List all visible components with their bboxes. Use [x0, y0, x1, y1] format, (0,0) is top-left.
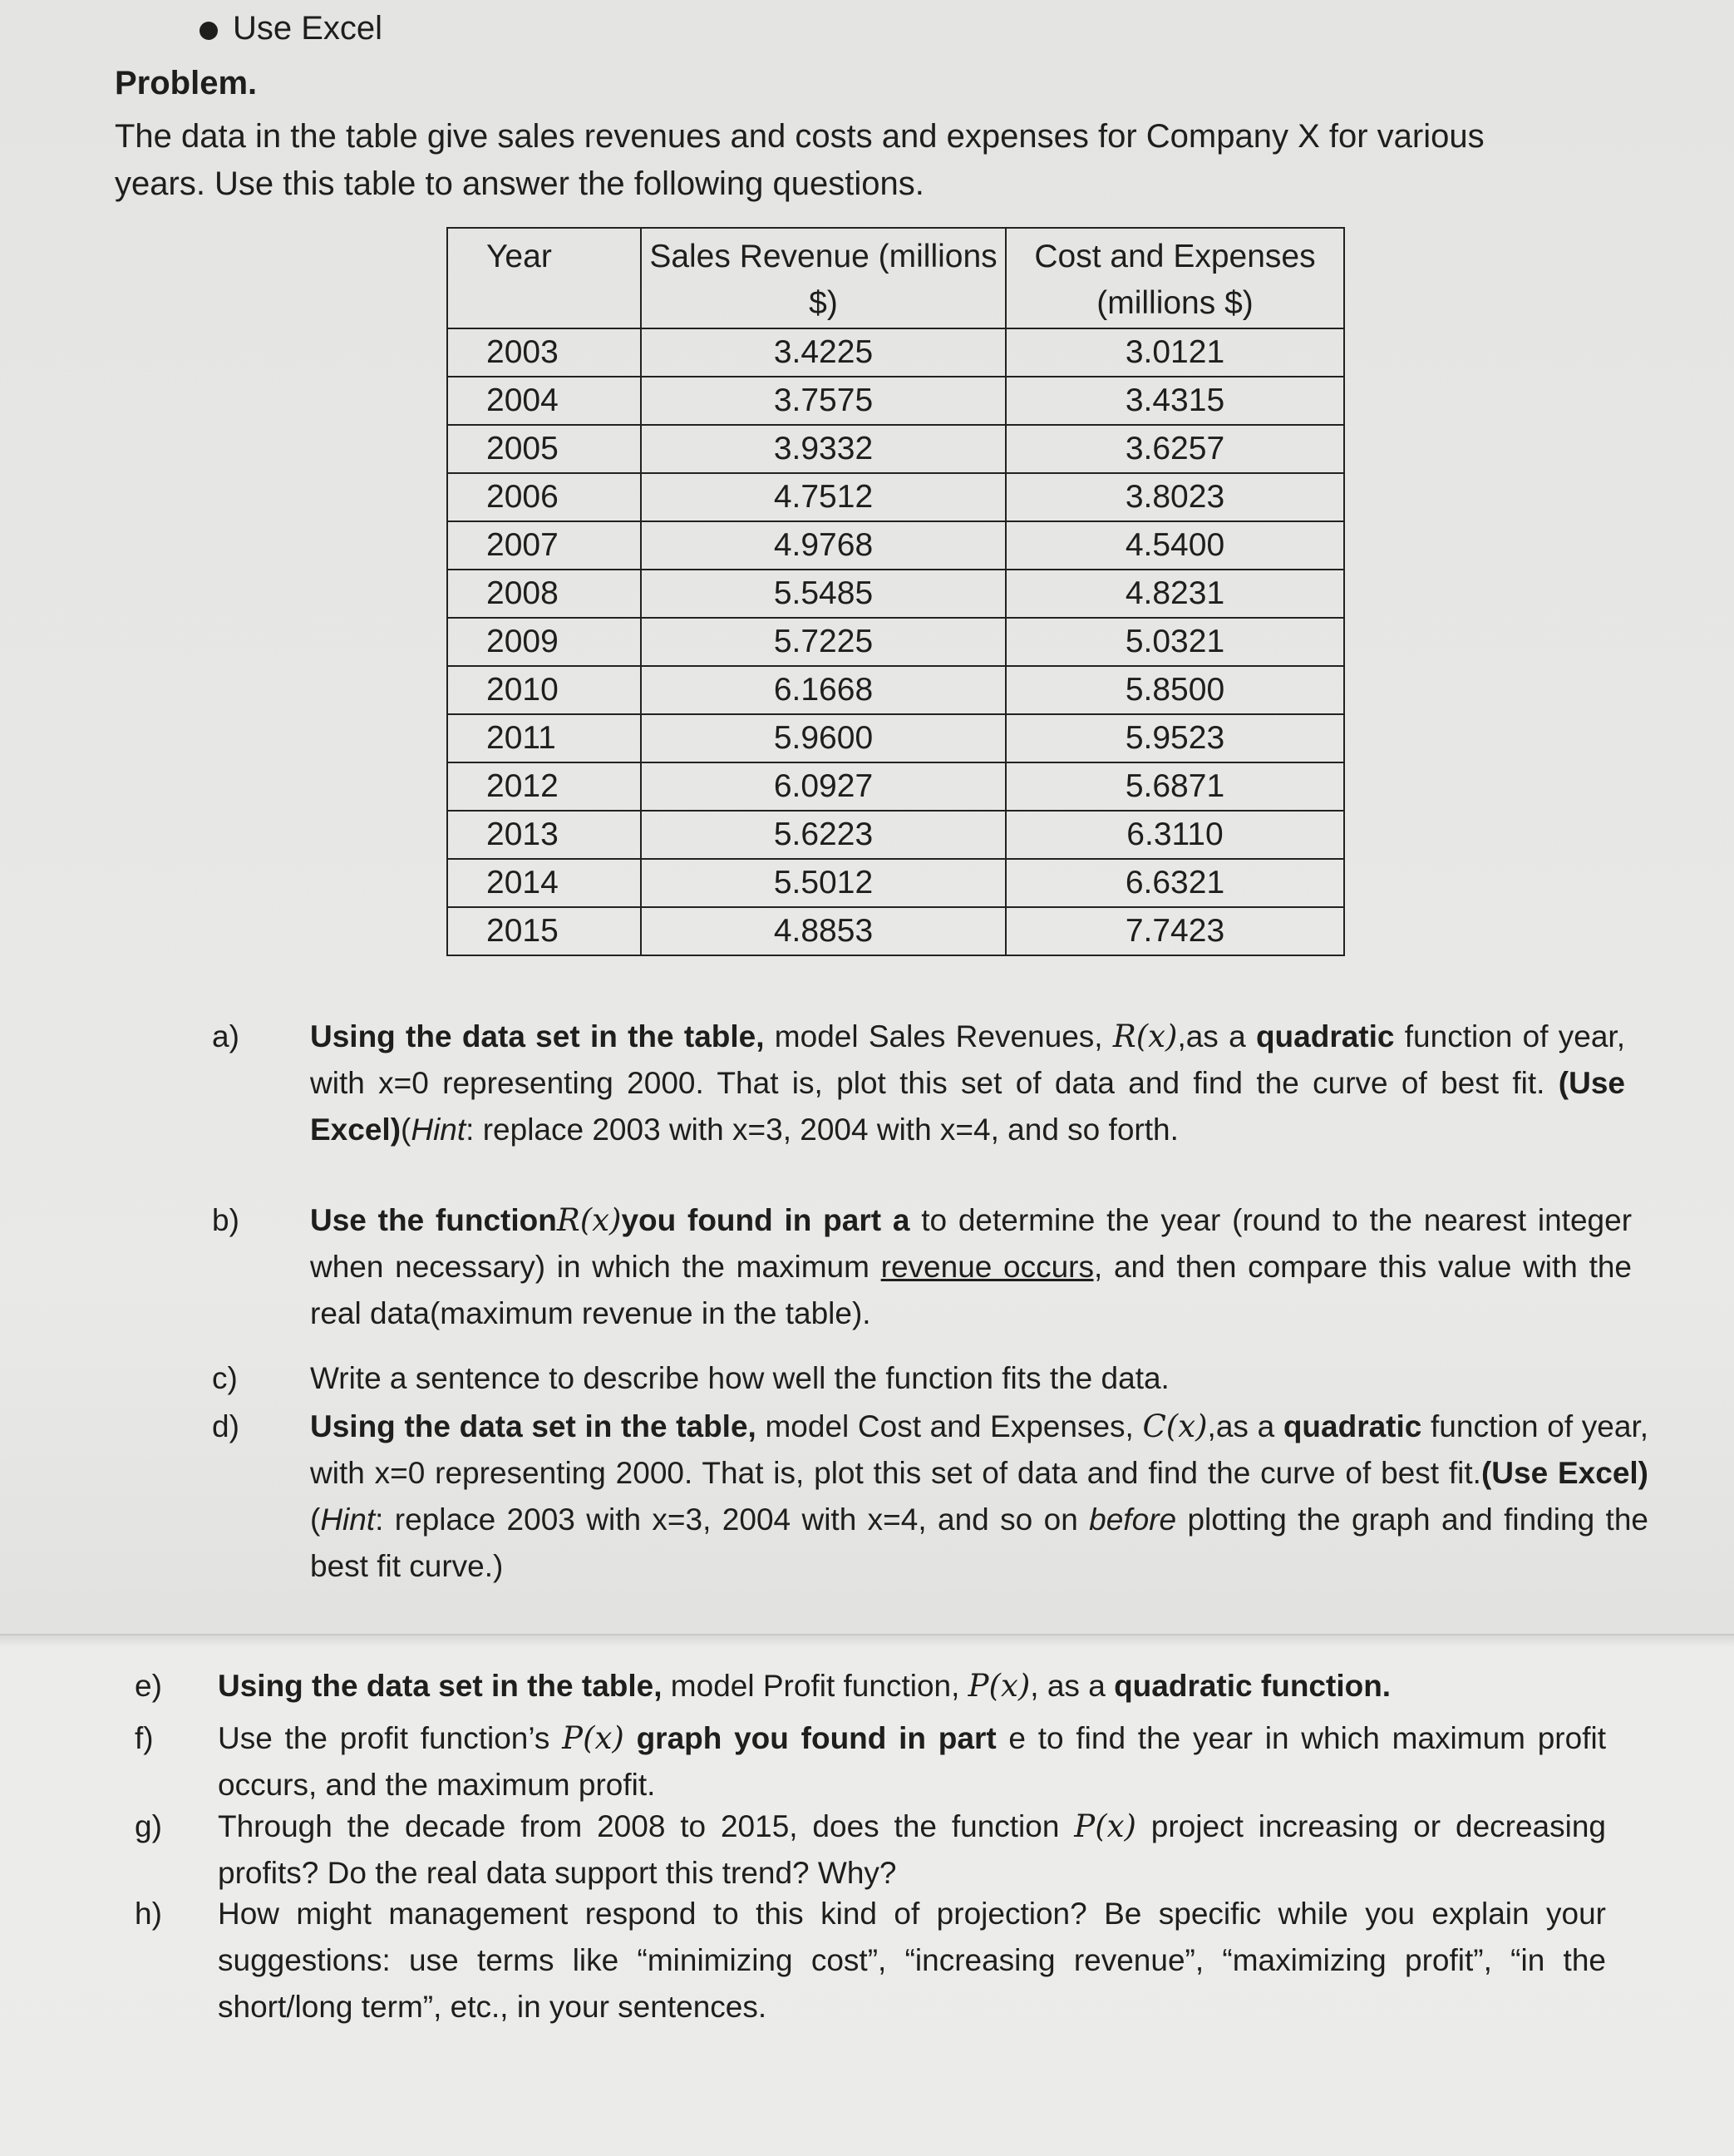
cell-cost-expenses: 3.6257	[1006, 425, 1344, 473]
cell-cost-expenses: 3.8023	[1006, 473, 1344, 521]
cell-year: 2015	[447, 907, 641, 955]
question-text: Use the function	[310, 1203, 557, 1237]
cell-sales-revenue: 5.9600	[641, 714, 1006, 762]
question-text: (Use Excel)	[1480, 1456, 1648, 1490]
cell-year: 2004	[447, 377, 641, 425]
cell-year: 2008	[447, 570, 641, 618]
cell-cost-expenses: 3.0121	[1006, 328, 1344, 377]
question-text: model Profit function,	[662, 1669, 968, 1703]
question-text: Use the profit function’s	[218, 1721, 563, 1755]
question-b	[212, 1197, 1633, 1337]
cell-year: 2005	[447, 425, 641, 473]
question-label: e)	[135, 1669, 162, 1703]
question-g	[135, 1803, 1607, 1897]
question-text: graph you found in part	[623, 1721, 997, 1755]
header-sales-revenue: Sales Revenue (millions $)	[641, 228, 1006, 328]
table-row	[447, 328, 1344, 377]
question-text: plotting the graph and finding the best fit curve.)	[310, 1502, 1648, 1583]
math-expression: R(x)	[1112, 1019, 1178, 1054]
question-text: Through the decade from 2008 to 2015, does the function	[218, 1809, 1075, 1843]
table-row	[447, 762, 1344, 811]
cell-sales-revenue: 3.7575	[641, 377, 1006, 425]
question-text: ,as a	[1177, 1019, 1256, 1053]
question-text: Hint	[320, 1502, 376, 1537]
cell-cost-expenses: 5.8500	[1006, 666, 1344, 714]
question-text: (Use Excel)	[310, 1066, 1625, 1147]
cell-year: 2012	[447, 762, 641, 811]
question-text: Hint	[411, 1113, 466, 1147]
math-expression: P(x)	[968, 1668, 1031, 1704]
cell-sales-revenue: 3.4225	[641, 328, 1006, 377]
cell-cost-expenses: 5.0321	[1006, 618, 1344, 666]
math-expression: C(x)	[1142, 1409, 1208, 1444]
table-row	[447, 666, 1344, 714]
cell-year: 2013	[447, 811, 641, 859]
question-text: quadratic	[1255, 1019, 1395, 1053]
bullet-icon	[200, 22, 218, 40]
question-label: d)	[212, 1409, 239, 1443]
question-text: function of year, with x=0 representing 2000. That is, plot this set of data and find the curve of best fit.	[310, 1409, 1649, 1490]
cell-year: 2003	[447, 328, 641, 377]
question-text: ,as a	[1207, 1409, 1283, 1443]
question-text: : replace 2003 with x=3, 2004 with x=4, and so forth.	[466, 1113, 1179, 1147]
intro-paragraph: The data in the table give sales revenues and costs and expenses for Company X for various years. Use this table to answer the following questions.	[115, 118, 1485, 202]
question-text: e to find the year in which maximum profit occurs, and the maximum profit.	[218, 1721, 1606, 1802]
table-row	[447, 570, 1344, 618]
table-row	[447, 425, 1344, 473]
cell-cost-expenses: 5.6871	[1006, 762, 1344, 811]
header-cost-expenses: Cost and Expenses (millions $)	[1006, 228, 1344, 328]
cell-cost-expenses: 4.8231	[1006, 570, 1344, 618]
cell-year: 2010	[447, 666, 641, 714]
table-row	[447, 473, 1344, 521]
question-text: How might management respond to this kind of projection? Be specific while you explain your suggestions: use terms like “minimizing cost”, “increasing revenue”, “maximizing profit”, “in the short/long term”, etc., in your sentences.	[218, 1897, 1606, 2024]
cell-year: 2014	[447, 859, 641, 907]
cell-sales-revenue: 3.9332	[641, 425, 1006, 473]
question-text: Using the data set in the table,	[310, 1019, 765, 1053]
cell-sales-revenue: 6.0927	[641, 762, 1006, 811]
question-text: , as a	[1030, 1669, 1115, 1703]
cell-sales-revenue: 5.5012	[641, 859, 1006, 907]
cell-cost-expenses: 5.9523	[1006, 714, 1344, 762]
question-text: to determine the year (round to the nearest integer when necessary) in which the maximum	[310, 1203, 1633, 1284]
question-text: (	[401, 1113, 411, 1147]
question-label: b)	[212, 1203, 239, 1237]
table-row	[447, 377, 1344, 425]
math-expression: R(x)	[556, 1202, 622, 1238]
question-f	[135, 1715, 1606, 1808]
table-row	[447, 907, 1344, 955]
cell-cost-expenses: 3.4315	[1006, 377, 1344, 425]
question-h	[135, 1891, 1606, 2030]
cell-sales-revenue: 5.7225	[641, 618, 1006, 666]
data-table	[446, 227, 1345, 956]
table-row	[447, 521, 1344, 570]
question-label: a)	[212, 1019, 239, 1053]
question-text: before	[1089, 1502, 1177, 1537]
question-text: quadratic	[1283, 1409, 1422, 1443]
question-text: and then compare this value with the real data(maximum revenue in the table).	[310, 1250, 1632, 1330]
question-label: h)	[135, 1897, 162, 1931]
header-year: Year	[447, 228, 641, 328]
question-label: g)	[135, 1809, 162, 1843]
cell-sales-revenue: 4.9768	[641, 521, 1006, 570]
question-text: quadratic function.	[1114, 1669, 1392, 1703]
cell-sales-revenue: 5.6223	[641, 811, 1006, 859]
question-text: Write a sentence to describe how well the function fits the data.	[310, 1361, 1170, 1395]
table-row	[447, 714, 1344, 762]
problem-heading: Problem.	[115, 65, 258, 101]
cell-year: 2011	[447, 714, 641, 762]
math-expression: P(x)	[1074, 1808, 1136, 1844]
math-expression: P(x)	[562, 1720, 624, 1756]
cell-sales-revenue: 4.8853	[641, 907, 1006, 955]
cell-sales-revenue: 6.1668	[641, 666, 1006, 714]
cell-sales-revenue: 5.5485	[641, 570, 1006, 618]
question-c	[212, 1355, 1632, 1402]
cell-cost-expenses: 7.7423	[1006, 907, 1344, 955]
cell-cost-expenses: 4.5400	[1006, 521, 1344, 570]
question-text: model Sales Revenues,	[764, 1019, 1113, 1053]
question-text: (	[310, 1502, 321, 1537]
question-text: revenue occurs,	[880, 1250, 1103, 1284]
table-row	[447, 811, 1344, 859]
cell-year: 2006	[447, 473, 641, 521]
cell-cost-expenses: 6.6321	[1006, 859, 1344, 907]
question-text: you found in part a	[621, 1203, 910, 1237]
question-text: function of year, with x=0 representing 2000. That is, plot this set of data and find the curve of best fit.	[310, 1019, 1625, 1100]
cell-year: 2009	[447, 618, 641, 666]
question-text: Using the data set in the table,	[310, 1409, 756, 1443]
question-text: : replace 2003 with x=3, 2004 with x=4, and so on	[375, 1502, 1090, 1537]
question-text: project increasing or decreasing profits? Do the real data support this trend? Why?	[218, 1809, 1607, 1890]
table-row	[447, 859, 1344, 907]
bullet-text: Use Excel	[233, 10, 383, 47]
question-label: f)	[135, 1721, 154, 1755]
cell-cost-expenses: 6.3110	[1006, 811, 1344, 859]
cell-sales-revenue: 4.7512	[641, 473, 1006, 521]
question-text: model Cost and Expenses,	[756, 1409, 1143, 1443]
table-header-row	[447, 228, 1344, 328]
question-d	[212, 1404, 1649, 1590]
question-label: c)	[212, 1361, 238, 1395]
cell-year: 2007	[447, 521, 641, 570]
question-text: Using the data set in the table,	[218, 1669, 663, 1703]
question-a	[212, 1014, 1625, 1153]
table-row	[447, 618, 1344, 666]
question-e	[135, 1663, 1606, 1710]
